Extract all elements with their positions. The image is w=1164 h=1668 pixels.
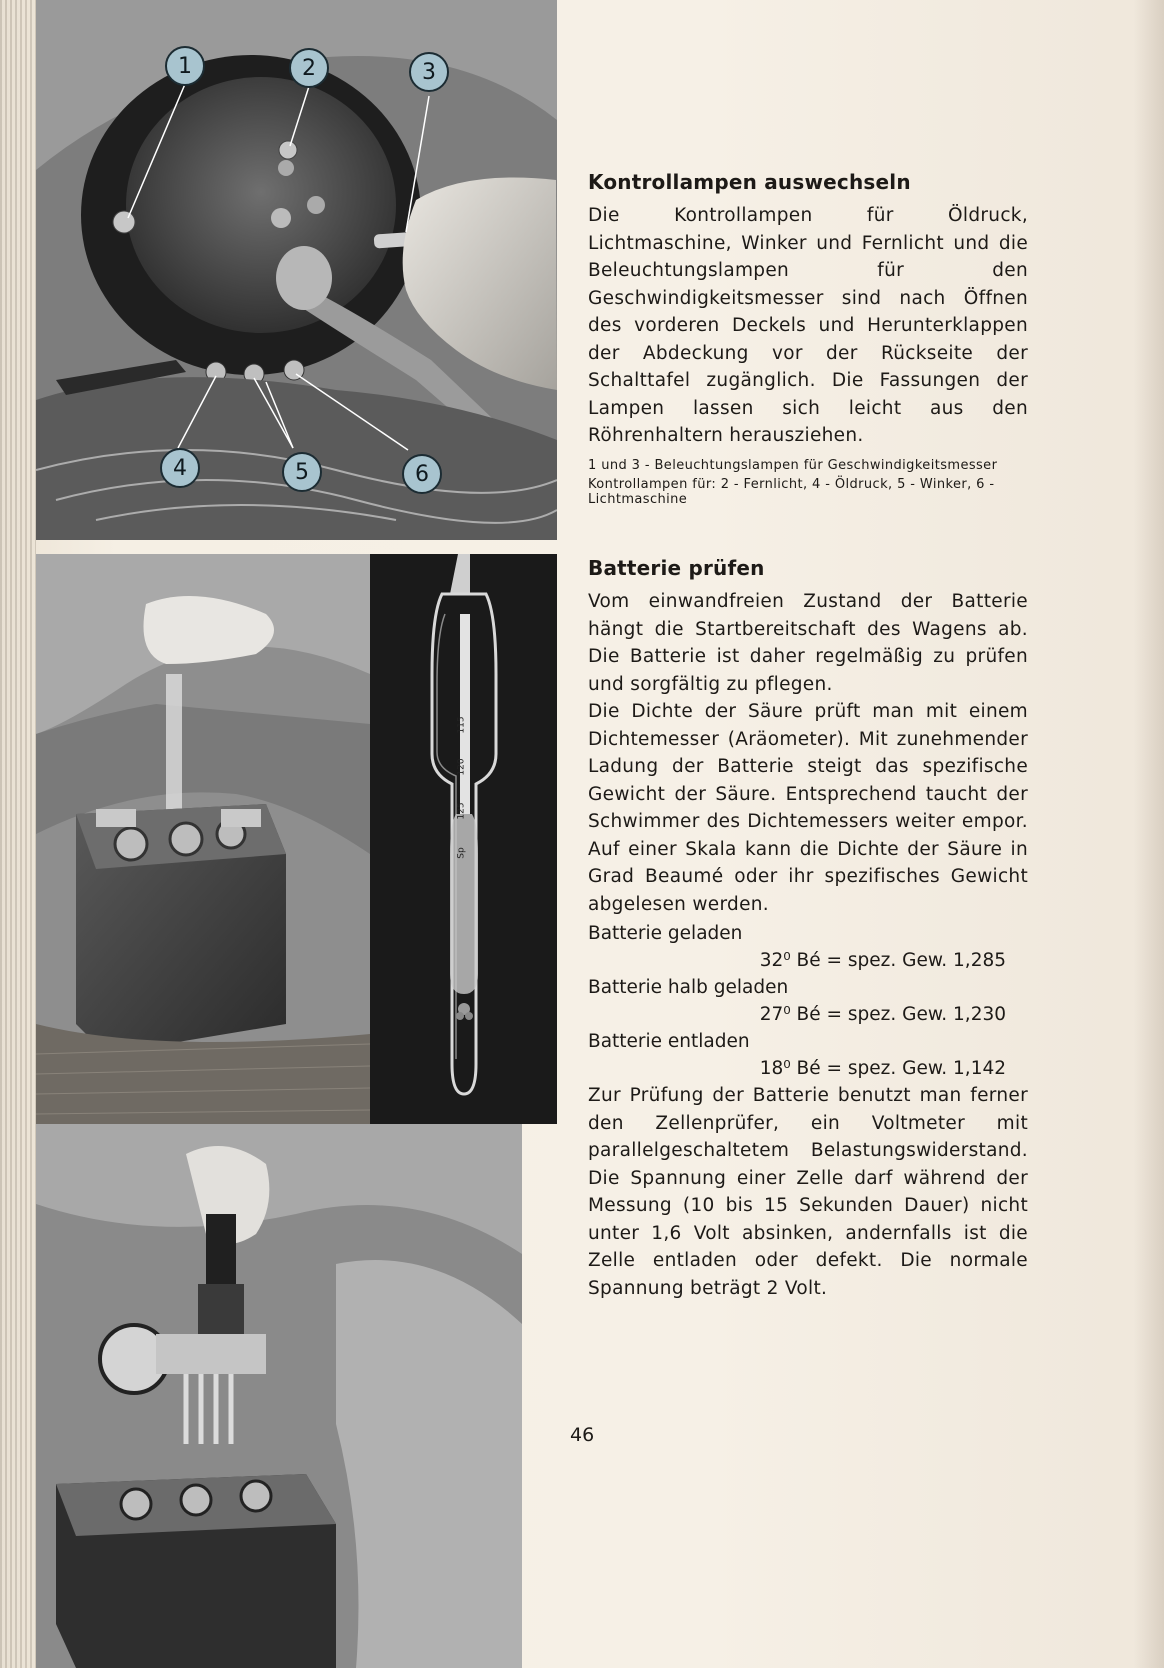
photo-cell-tester (36, 1124, 522, 1668)
callout-4: 4 (160, 448, 200, 488)
measurement-label: Batterie geladen (588, 923, 743, 944)
heading-kontrollampen: Kontrollampen auswechseln (588, 170, 911, 194)
photo-hydrometer (370, 554, 557, 1124)
callout-3: 3 (409, 52, 449, 92)
page-edge (0, 0, 36, 1668)
photo-battery-hydrometer (36, 554, 370, 1124)
section-batterie (588, 556, 1028, 1302)
callout-6: 6 (402, 454, 442, 494)
paragraph-batterie-2: Die Dichte der Säure prüft man mit einem Dichtemesser (Aräometer). Mit zunehmender Ladung der Batterie steigt das spezifische Gewicht der Säure. Entsprechend taucht der Schwimmer des Dichtemessers weiter empor. Auf einer Skala kann die Dichte der Säure in Grad Beaumé oder ihr spezifisches Gewicht abgelesen werden. (588, 701, 1028, 915)
hydrometer-scale-label: Sp (456, 847, 467, 859)
legend-line-2: Kontrollampen für: 2 - Fernlicht, 4 - Öldruck, 5 - Winker, 6 - Lichtmaschine (588, 476, 995, 507)
measurement-value: 32⁰ Bé = spez. Gew. 1,285 (759, 950, 1006, 971)
callout-2: 2 (289, 48, 329, 88)
hydrometer-scale-label: 115 (456, 716, 467, 734)
hydrometer-scale-label: 125 (456, 802, 467, 820)
callout-5: 5 (282, 452, 322, 492)
page-shadow (1134, 0, 1164, 1668)
measurement-value: 18⁰ Bé = spez. Gew. 1,142 (759, 1058, 1006, 1079)
measurement-value: 27⁰ Bé = spez. Gew. 1,230 (759, 1004, 1006, 1025)
paragraph-batterie-1: Vom einwandfreien Zustand der Batterie hängt die Startbereitschaft des Wagens ab. Die Batterie ist daher regelmäßig zu prüfen und sorgfältig zu pflegen. (588, 591, 1028, 695)
page-number: 46 (570, 1424, 595, 1446)
callout-1: 1 (165, 46, 205, 86)
measurement-list (588, 920, 1028, 1082)
photo-speedometer-back (36, 0, 557, 540)
legend-line-1: 1 und 3 - Beleuchtungslampen für Geschwindigkeitsmesser (588, 457, 998, 473)
measurement-label: Batterie entladen (588, 1031, 750, 1052)
paragraph-batterie-3: Zur Prüfung der Batterie benutzt man ferner den Zellenprüfer, ein Voltmeter mit parallelgeschaltetem Belastungswiderstand. Die Spannung einer Zelle darf während der Messung (10 bis 15 Sekunden Dauer) nicht unter 1,6 Volt absinken, andernfalls ist die Zelle entladen oder defekt. Die normale Spannung beträgt 2 Volt. (588, 1085, 1028, 1299)
section-kontrollampen (588, 170, 1028, 507)
paragraph-kontrollampen: Die Kontrollampen für Öldruck, Lichtmaschine, Winker und Fernlicht und die Beleuchtungslampen für den Geschwindigkeitsmesser sind nach Öffnen des vorderen Deckels und Herunterklappen der Abdeckung vor der Rückseite der Schalttafel zugänglich. Die Fassungen der Lampen lassen sich leicht aus den Röhrenhaltern herausziehen. (588, 205, 1028, 446)
heading-batterie: Batterie prüfen (588, 556, 765, 580)
measurement-label: Batterie halb geladen (588, 977, 789, 998)
hydrometer-scale-label: 120 (456, 758, 467, 776)
